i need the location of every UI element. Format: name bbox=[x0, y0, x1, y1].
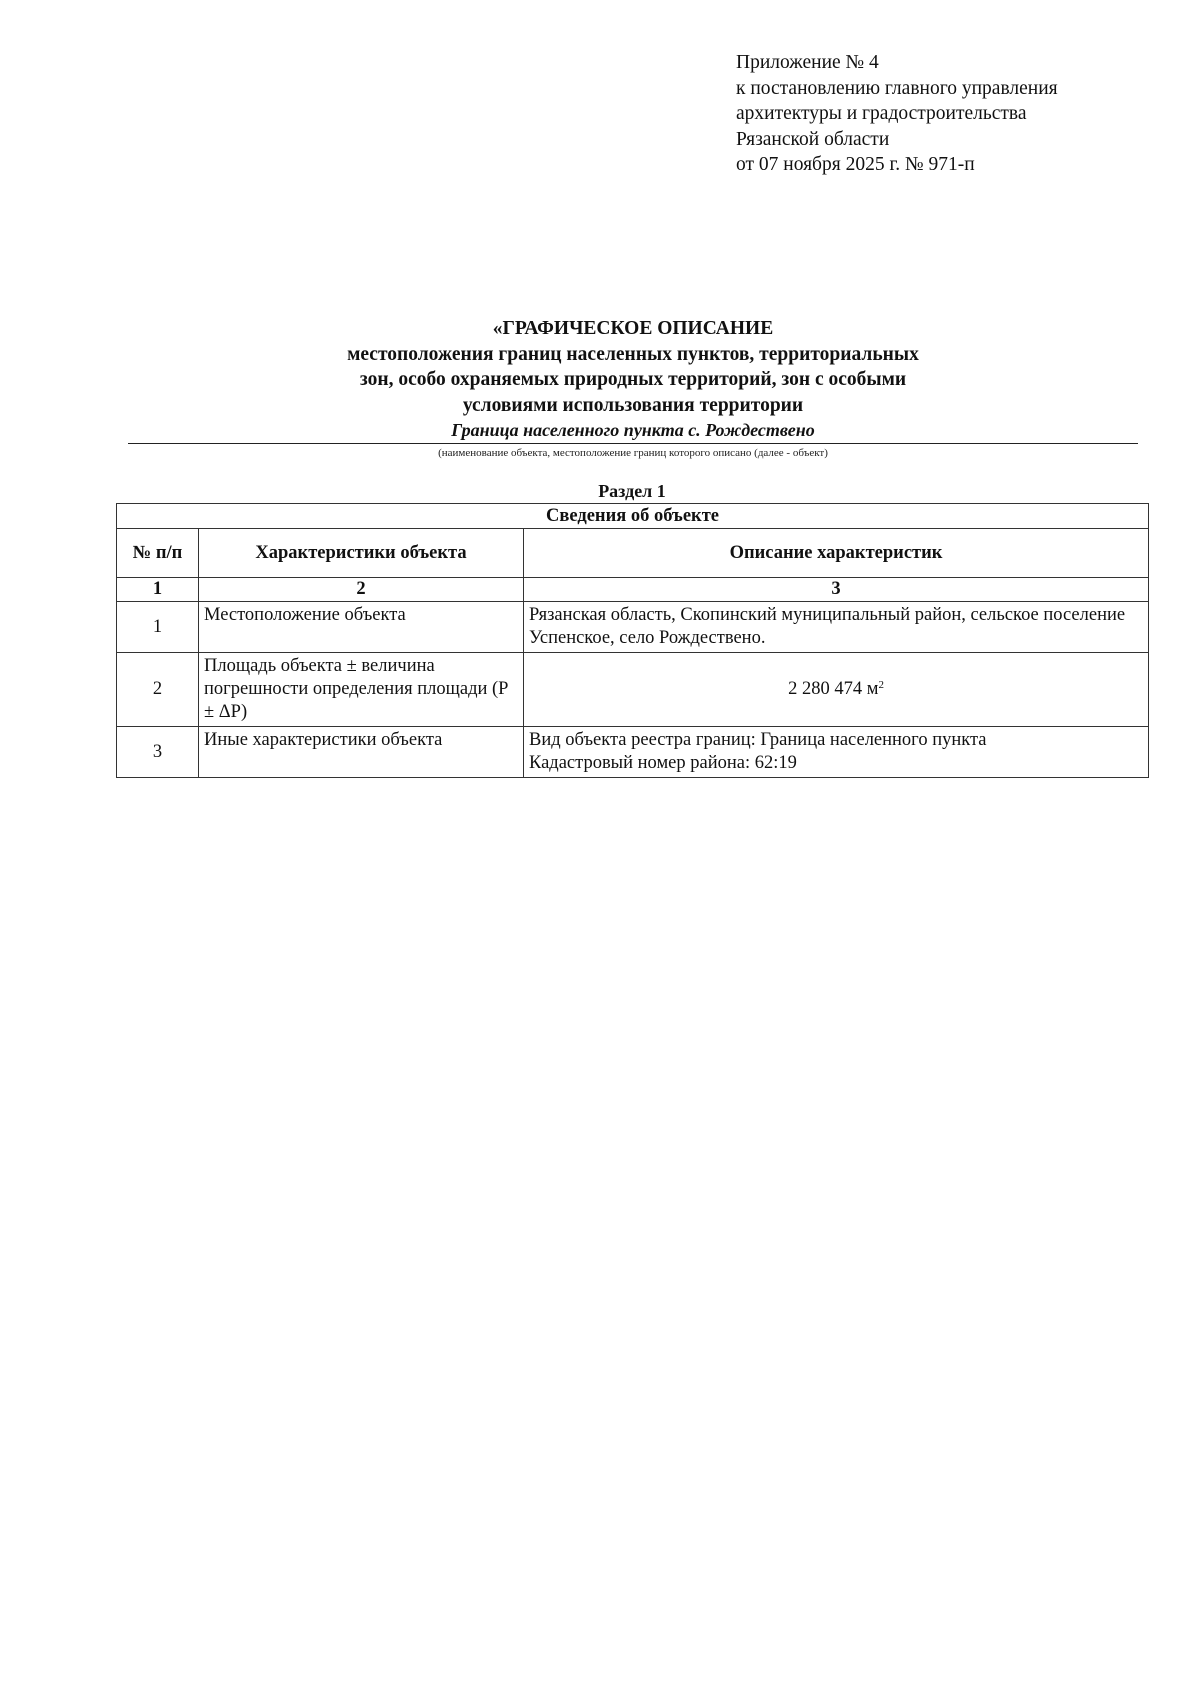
document-title-line: местоположения границ населенных пунктов, территориальных bbox=[347, 343, 919, 365]
row-characteristic: Местоположение объекта bbox=[199, 602, 524, 653]
appendix-line: Приложение № 4 bbox=[736, 52, 879, 73]
appendix-line: к постановлению главного управления bbox=[736, 77, 1058, 99]
appendix-line: архитектуры и градостроительства bbox=[736, 103, 1027, 124]
column-number: 2 bbox=[199, 578, 524, 602]
row-description bbox=[524, 653, 1149, 727]
appendix-line: от 07 ноября 2025 г. № 971-п bbox=[736, 154, 975, 175]
row-characteristic: Иные характеристики объекта bbox=[199, 727, 524, 778]
row-num: 1 bbox=[117, 602, 199, 653]
table-row bbox=[117, 602, 1149, 653]
area-unit-exponent: 2 bbox=[878, 679, 884, 691]
area-value: 2 280 474 м bbox=[788, 679, 879, 699]
underline-rule bbox=[128, 443, 1138, 444]
row-num: 2 bbox=[117, 653, 199, 727]
appendix-header bbox=[736, 50, 1176, 178]
document-title-line: условиями использования территории bbox=[462, 394, 804, 416]
object-info-table bbox=[116, 503, 1149, 778]
object-name-caption: (наименование объекта, местоположение границ которого описано (далее - объект) bbox=[438, 447, 828, 459]
description-line: Кадастровый номер района: 62:19 bbox=[529, 753, 797, 773]
header-characteristic: Характеристики объекта bbox=[199, 529, 524, 578]
table-row bbox=[117, 653, 1149, 727]
table-header-row bbox=[117, 529, 1149, 578]
header-description: Описание характеристик bbox=[524, 529, 1149, 578]
row-description bbox=[524, 727, 1149, 778]
header-num: № п/п bbox=[117, 529, 199, 578]
column-number: 3 bbox=[524, 578, 1149, 602]
row-num: 3 bbox=[117, 727, 199, 778]
row-characteristic: Площадь объекта ± величина погрешности определения площади (P ± ΔP) bbox=[199, 653, 524, 727]
row-description: Рязанская область, Скопинский муниципальный район, сельское поселение Успенское, село Рождествено. bbox=[524, 602, 1149, 653]
section-title: Раздел 1 bbox=[598, 481, 666, 501]
object-name: Граница населенного пункта с. Рождествено bbox=[451, 420, 815, 440]
document-title-line: зон, особо охраняемых природных территорий, зон с особыми bbox=[359, 369, 907, 390]
table-row bbox=[117, 727, 1149, 778]
column-number: 1 bbox=[117, 578, 199, 602]
table-caption: Сведения об объекте bbox=[117, 504, 1149, 529]
appendix-line: Рязанской области bbox=[736, 128, 890, 150]
description-line: Вид объекта реестра границ: Граница населенного пункта bbox=[529, 730, 987, 750]
document-title-block bbox=[128, 316, 1138, 461]
document-title-line: «ГРАФИЧЕСКОЕ ОПИСАНИЕ bbox=[492, 318, 774, 339]
table-caption-row bbox=[117, 504, 1149, 529]
column-number-row bbox=[117, 578, 1149, 602]
